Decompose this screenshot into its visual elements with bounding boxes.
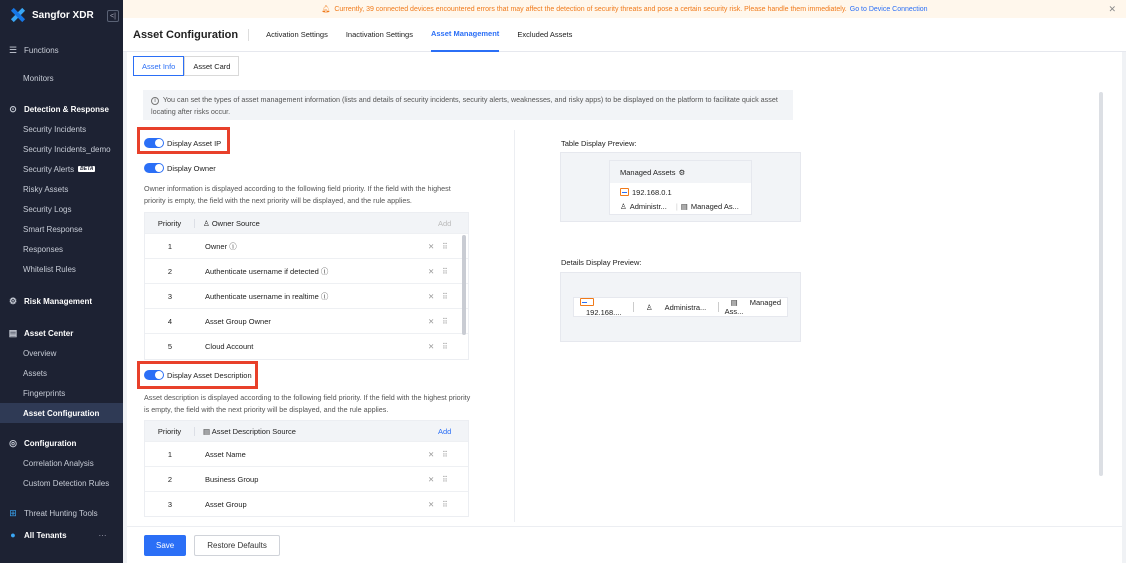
tab-excluded-assets[interactable]: Excluded Assets <box>517 30 573 39</box>
page-title: Asset Configuration <box>133 29 249 41</box>
sidebar-item-correlation-analysis[interactable]: Correlation Analysis <box>23 458 94 468</box>
database-icon: ▤ <box>8 327 18 338</box>
user-icon: ♙ <box>645 302 653 312</box>
sangfor-logo-icon <box>10 9 26 21</box>
beta-badge: BETA <box>80 166 94 172</box>
table-preview-box <box>560 152 801 222</box>
info-icon: ⓘ <box>229 241 237 251</box>
sidebar-item-fingerprints[interactable]: Fingerprints <box>23 388 66 398</box>
sidebar-item-security-logs[interactable]: Security Logs <box>23 204 72 214</box>
hunting-icon: ⊞ <box>9 507 17 518</box>
sidebar-item-overview[interactable]: Overview <box>23 348 57 358</box>
switch-on[interactable] <box>144 370 164 380</box>
restore-defaults-button[interactable]: Restore Defaults <box>194 535 280 556</box>
owner-source-table <box>144 212 469 360</box>
subtab-asset-info[interactable]: Asset Info <box>133 56 184 76</box>
details-preview-card: 192.168.... ♙ Administra... ▤ Managed Ass... <box>573 297 788 317</box>
info-icon: ⓘ <box>320 266 329 276</box>
sidebar <box>0 0 123 563</box>
subtabs <box>133 56 239 76</box>
sidebar-item-asset-configuration[interactable]: Asset Configuration <box>0 403 123 423</box>
radar-icon: ⊙ <box>9 103 17 114</box>
tab-inactivation-settings[interactable]: Inactivation Settings <box>345 30 413 39</box>
table-preview-card: Managed Assets ⚙ 192.168.0.1 ♙ Administr... | ▤ Managed As... <box>609 160 752 215</box>
add-owner-source-button[interactable]: Add <box>438 218 452 228</box>
remove-icon[interactable]: ✕ <box>428 341 435 351</box>
table-row: 1 Asset Name ✕ ⠿ <box>145 441 468 466</box>
remove-icon[interactable]: ✕ <box>428 499 435 509</box>
sidebar-group-detection[interactable]: ⊙ Detection & Response <box>9 103 109 114</box>
tenant-icon: ● <box>10 530 16 540</box>
sidebar-group-configuration[interactable]: ◎ Configuration <box>9 437 77 448</box>
save-button[interactable]: Save <box>144 535 186 556</box>
logo <box>0 0 123 30</box>
tab-activation-settings[interactable]: Activation Settings <box>266 30 328 39</box>
sidebar-item-monitors[interactable]: Monitors <box>23 73 54 83</box>
drag-handle-icon[interactable]: ⠿ <box>442 291 448 301</box>
main-content <box>127 52 1122 563</box>
details-preview-box <box>560 272 801 342</box>
column-divider <box>514 130 515 522</box>
description-icon: ▤ <box>730 298 738 307</box>
drag-handle-icon[interactable]: ⠿ <box>442 474 448 484</box>
sidebar-item-security-incidents-demo[interactable]: Security Incidents_demo <box>23 144 111 154</box>
sidebar-item-custom-detection-rules[interactable]: Custom Detection Rules <box>23 478 110 488</box>
sidebar-item-whitelist-rules[interactable]: Whitelist Rules <box>23 264 76 274</box>
table-row: 3 Authenticate username in realtime ⓘ ✕ ⠿ <box>145 283 468 308</box>
table-header: Priority ♙ Owner Source Add <box>145 213 468 233</box>
sidebar-group-asset-center[interactable]: ▤ Asset Center <box>8 327 74 338</box>
switch-on[interactable] <box>144 163 164 173</box>
info-notice: i You can set the types of asset management information (lists and details of security incidents, security alerts, weaknesses, and risky apps) to be displayed on the platform to facilitate quick asset locating after risks occur. <box>143 90 793 120</box>
sidebar-item-responses[interactable]: Responses <box>23 244 64 254</box>
app-title: Sangfor XDR <box>32 9 94 21</box>
more-icon[interactable]: ··· <box>98 530 107 540</box>
info-icon: i <box>151 97 159 105</box>
table-preview-label: Table Display Preview: <box>561 139 637 148</box>
device-connection-link[interactable]: Go to Device Connection <box>849 5 928 13</box>
sidebar-item-assets[interactable]: Assets <box>23 368 48 378</box>
sidebar-item-security-incidents[interactable]: Security Incidents <box>23 124 87 134</box>
settings-icon: ◎ <box>9 437 17 448</box>
gear-icon: ⚙ <box>678 167 686 177</box>
remove-icon[interactable]: ✕ <box>428 266 435 276</box>
drag-handle-icon[interactable]: ⠿ <box>442 499 448 509</box>
card-title: Managed Assets <box>620 167 676 177</box>
add-description-source-button[interactable]: Add <box>438 426 452 436</box>
drag-handle-icon[interactable]: ⠿ <box>442 316 448 326</box>
table-header: Priority ▤ Asset Description Source Add <box>145 421 468 441</box>
subtab-asset-card[interactable]: Asset Card <box>184 56 239 76</box>
sidebar-item-all-tenants[interactable]: ● All Tenants ··· <box>0 525 123 545</box>
warning-banner <box>123 0 1126 18</box>
remove-icon[interactable]: ✕ <box>428 474 435 484</box>
close-icon[interactable]: ✕ <box>1108 3 1116 14</box>
table-row: 3 Asset Group ✕ ⠿ <box>145 491 468 516</box>
toggle-display-asset-ip[interactable]: Display Asset IP <box>144 138 221 148</box>
drag-handle-icon[interactable]: ⠿ <box>442 266 448 276</box>
table-row: 2 Business Group ✕ ⠿ <box>145 466 468 491</box>
description-icon: ▤ <box>203 426 212 436</box>
sidebar-item-risky-assets[interactable]: Risky Assets <box>23 184 69 194</box>
remove-icon[interactable]: ✕ <box>428 291 435 301</box>
table-scrollbar[interactable] <box>462 235 466 335</box>
sidebar-item-security-alerts[interactable]: Security Alerts BETA <box>23 164 94 174</box>
sidebar-item-smart-response[interactable]: Smart Response <box>23 224 83 234</box>
sidebar-item-functions[interactable]: ☰ Functions <box>8 44 59 55</box>
description-source-table <box>144 420 469 517</box>
sidebar-item-threat-hunting[interactable]: ⊞ Threat Hunting Tools <box>9 507 98 518</box>
menu-icon: ☰ <box>8 44 18 55</box>
remove-icon[interactable]: ✕ <box>428 316 435 326</box>
owner-description: Owner information is displayed according to the following field priority. If the field with the highest priority is empty, the field with the next priority will be displayed, and the rule applies. <box>144 184 451 205</box>
drag-handle-icon[interactable]: ⠿ <box>442 241 448 251</box>
table-row: 2 Authenticate username if detected ⓘ ✕ ⠿ <box>145 258 468 283</box>
footer-actions <box>127 526 1122 563</box>
ip-icon <box>580 298 594 306</box>
table-row: 1 Owner ⓘ ✕ ⠿ <box>145 233 468 258</box>
description-icon: ▤ <box>680 201 688 211</box>
collapse-sidebar-button[interactable]: <| <box>107 10 119 22</box>
toggle-display-owner[interactable]: Display Owner <box>144 163 216 173</box>
remove-icon[interactable]: ✕ <box>428 241 435 251</box>
details-preview-label: Details Display Preview: <box>561 258 642 267</box>
page-scrollbar[interactable] <box>1099 92 1103 476</box>
description-priority-text: Asset description is displayed according to the following field priority. If the field with the highest priority is empty, the field with the next priority will be displayed, and the rule applies. <box>144 393 471 414</box>
table-row: 4 Asset Group Owner ✕ ⠿ <box>145 308 468 333</box>
drag-handle-icon[interactable]: ⠿ <box>442 341 448 351</box>
ip-icon <box>620 188 629 196</box>
bell-icon: 🔔︎ <box>321 6 331 13</box>
user-icon: ♙ <box>203 218 212 228</box>
remove-icon[interactable]: ✕ <box>428 449 435 459</box>
toggle-display-asset-description[interactable]: Display Asset Description <box>144 370 252 380</box>
sidebar-group-risk-management[interactable]: ⚙ Risk Management <box>8 295 93 306</box>
user-icon: ♙ <box>620 201 627 211</box>
page-header <box>123 18 1126 52</box>
switch-on[interactable] <box>144 138 164 148</box>
drag-handle-icon[interactable]: ⠿ <box>442 449 448 459</box>
shield-icon: ⚙ <box>8 295 18 306</box>
banner-message: Currently, 39 connected devices encountered errors that may affect the detection of security threats and pose a certain security risk. Please handle them immediately. <box>334 5 847 13</box>
table-row: 5 Cloud Account ✕ ⠿ <box>145 333 468 358</box>
info-icon: ⓘ <box>320 291 329 301</box>
tab-asset-management[interactable]: Asset Management <box>431 18 499 52</box>
